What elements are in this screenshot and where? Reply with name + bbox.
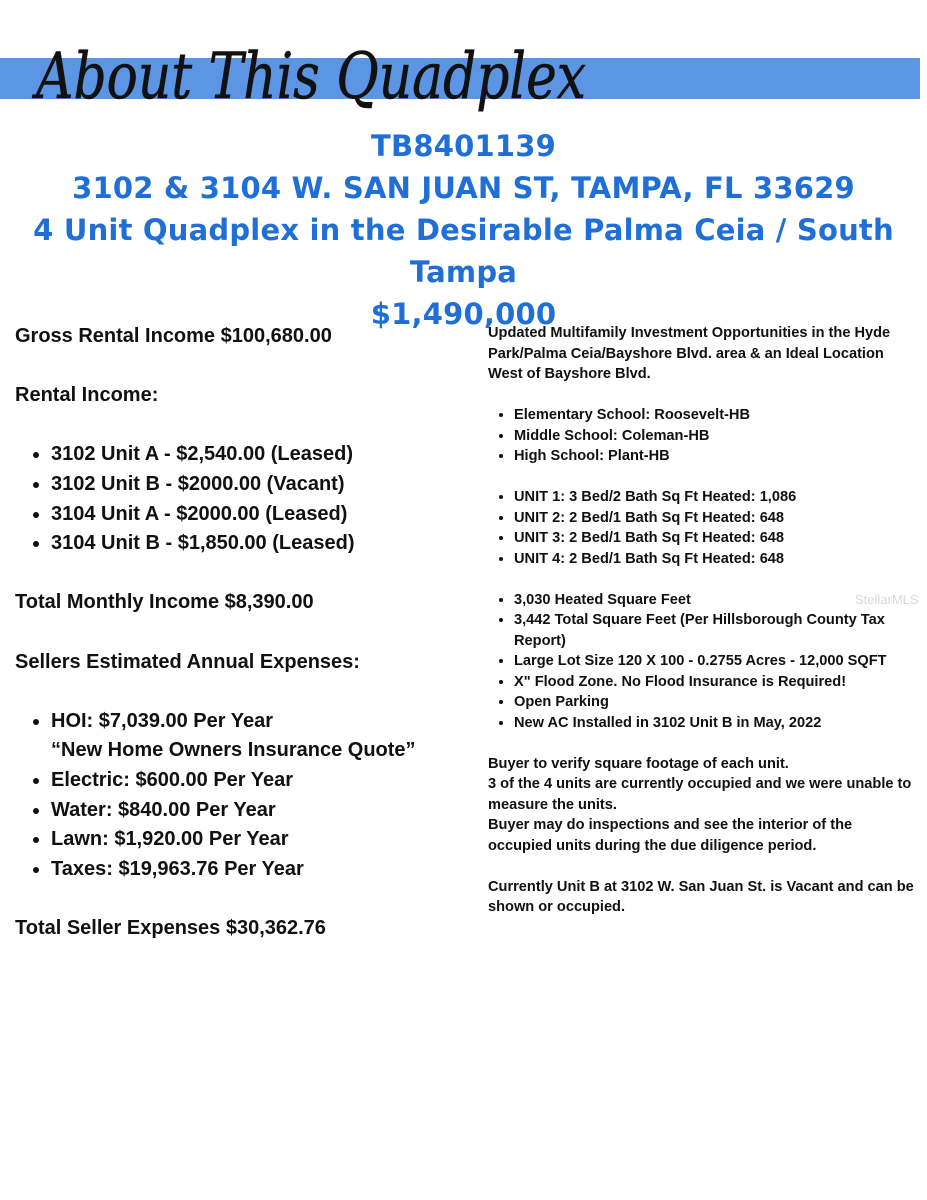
verify-note <box>488 754 918 857</box>
watermark: StellarMLS <box>855 592 919 607</box>
listing-price: $1,490,000 <box>370 297 557 331</box>
list-item <box>51 707 465 766</box>
intro-paragraph: Updated Multifamily Investment Opportunities in the Hyde Park/Palma Ceia/Bayshore Blvd. area & an Ideal Location West of Bayshore Blvd. <box>488 325 891 382</box>
expense-list <box>15 707 465 885</box>
list-item: • New AC Installed in 3102 Unit B in May, 2022 <box>514 713 918 734</box>
expenses-heading: Sellers Estimated Annual Expenses: <box>15 650 360 673</box>
list-item: • Water: $840.00 Per Year <box>51 796 465 826</box>
list-item: • Open Parking <box>514 692 918 713</box>
mls-number: TB8401139 <box>371 129 556 163</box>
list-item: • UNIT 2: 2 Bed/1 Bath Sq Ft Heated: 648 <box>514 508 918 529</box>
features-list <box>488 590 918 734</box>
listing-header <box>0 125 927 335</box>
list-item: • 3102 Unit B - $2000.00 (Vacant) <box>51 470 465 500</box>
list-item: • UNIT 4: 2 Bed/1 Bath Sq Ft Heated: 648 <box>514 549 918 570</box>
gross-rental-income: Gross Rental Income $100,680.00 <box>15 325 332 347</box>
rental-list <box>15 440 465 558</box>
list-item: • 3104 Unit B - $1,850.00 (Leased) <box>51 529 465 559</box>
list-item: • Large Lot Size 120 X 100 - 0.2755 Acres - 12,000 SQFT <box>514 651 918 672</box>
vacant-note: Currently Unit B at 3102 W. San Juan St. is Vacant and can be shown or occupied. <box>488 878 914 915</box>
list-item: • Electric: $600.00 Per Year <box>51 766 465 796</box>
list-item: • Lawn: $1,920.00 Per Year <box>51 825 465 855</box>
list-item: • Taxes: $19,963.76 Per Year <box>51 855 465 885</box>
list-item: • X" Flood Zone. No Flood Insurance is Required! <box>514 672 918 693</box>
list-item: • Middle School: Coleman-HB <box>514 426 918 447</box>
list-item: • UNIT 1: 3 Bed/2 Bath Sq Ft Heated: 1,086 <box>514 487 918 508</box>
total-monthly-income: Total Monthly Income $8,390.00 <box>15 591 314 614</box>
list-item: • 3,030 Heated Square Feet <box>514 590 918 611</box>
hoi-expense: HOI: $7,039.00 Per Year <box>51 709 274 732</box>
verify-line-1: Buyer to verify square footage of each unit. <box>488 755 789 772</box>
verify-line-2: 3 of the 4 units are currently occupied and we were unable to measure the units. <box>488 776 912 813</box>
total-seller-expenses: Total Seller Expenses $30,362.76 <box>15 916 326 939</box>
rental-income-heading: Rental Income: <box>15 384 159 407</box>
hoi-note: “New Home Owners Insurance Quote” <box>51 739 416 762</box>
list-item: • 3102 Unit A - $2,540.00 (Leased) <box>51 440 465 470</box>
financials-column <box>15 322 465 973</box>
details-column <box>488 323 918 938</box>
list-item: • 3,442 Total Square Feet (Per Hillsborough County Tax Report) <box>514 610 918 651</box>
property-tagline: 4 Unit Quadplex in the Desirable Palma Ceia / South Tampa <box>33 213 894 289</box>
units-list <box>488 487 918 569</box>
schools-list <box>488 405 918 467</box>
list-item: • Elementary School: Roosevelt-HB <box>514 405 918 426</box>
property-address: 3102 & 3104 W. SAN JUAN ST, TAMPA, FL 33629 <box>72 171 855 205</box>
list-item: • High School: Plant-HB <box>514 446 918 467</box>
page-title: About This Quadplex <box>31 40 587 114</box>
list-item: • UNIT 3: 2 Bed/1 Bath Sq Ft Heated: 648 <box>514 528 918 549</box>
list-item: • 3104 Unit A - $2000.00 (Leased) <box>51 500 465 530</box>
verify-line-3: Buyer may do inspections and see the interior of the occupied units during the due diligence period. <box>488 817 853 854</box>
